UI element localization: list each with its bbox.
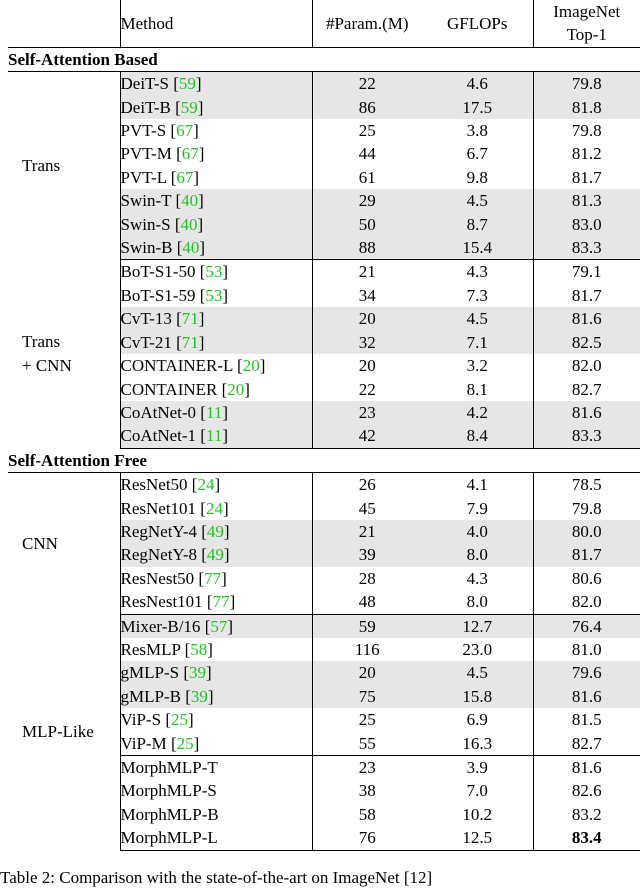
group-label-line: CNN [22, 533, 58, 553]
citation-link[interactable]: 40 [182, 238, 200, 258]
citation-link[interactable]: 67 [176, 167, 194, 187]
method-name: ViP-M [120, 733, 167, 753]
gflops-cell: 9.8 [466, 167, 488, 187]
params-cell: 58 [358, 804, 376, 824]
params-cell: 116 [354, 639, 380, 659]
method-cell: ResNest101 [77] [120, 590, 312, 614]
citation-link[interactable]: 77 [204, 568, 222, 588]
section-header-row [8, 448, 640, 472]
header-top1-line1: ImageNet [553, 2, 621, 21]
gflops-cell: 4.5 [422, 307, 533, 330]
method-cell: RegNetY-8 [49] [120, 543, 312, 566]
top1-cell: 83.0 [533, 213, 640, 236]
method-name: PVT-L [120, 167, 167, 187]
method-cell: RegNetY-4 [49] [120, 520, 312, 543]
method-cell: ViP-S [25] [120, 708, 312, 731]
top1-cell: 81.8 [533, 96, 640, 119]
table-row [8, 72, 640, 96]
top1-cell: 81.7 [533, 284, 640, 307]
citation-link[interactable]: 67 [176, 121, 194, 141]
top1-cell: 79.8 [533, 119, 640, 142]
params-cell: 44 [358, 144, 376, 164]
method-name: MorphMLP-B [120, 804, 219, 824]
method-name: Mixer-B/16 [120, 616, 201, 636]
method-cell: PVT-S [67] [120, 119, 312, 142]
params-cell: 34 [358, 285, 376, 305]
citation-link[interactable]: 58 [190, 639, 208, 659]
gflops-cell: 4.1 [466, 475, 488, 495]
method-name: gMLP-B [120, 686, 181, 706]
top1-cell: 81.2 [533, 142, 640, 165]
citation-link[interactable]: 11 [205, 426, 223, 446]
params-cell: 59 [312, 614, 422, 638]
group-label [8, 260, 120, 448]
params-cell: 55 [358, 733, 376, 753]
params-cell: 38 [358, 781, 376, 801]
params-cell: 86 [312, 96, 422, 119]
method-cell: CONTAINER-L [20] [120, 354, 312, 377]
top1-cell: 81.5 [533, 708, 640, 731]
params-cell: 21 [358, 262, 376, 282]
method-name: RegNetY-4 [120, 521, 197, 541]
params-cell: 39 [312, 543, 422, 566]
gflops-cell: 8.0 [422, 543, 533, 566]
top1-cell: 81.6 [533, 756, 640, 780]
table-row [8, 260, 640, 284]
citation-link[interactable]: 71 [181, 332, 199, 352]
method-cell: Mixer-B/16 [57] [120, 614, 312, 638]
citation-link[interactable]: 20 [227, 379, 245, 399]
top1-cell: 76.4 [533, 614, 640, 638]
gflops-cell: 4.3 [466, 262, 488, 282]
method-cell: ResNet50 [24] [120, 473, 312, 497]
citation-link[interactable]: 40 [181, 191, 199, 211]
table-caption: Table 2: Comparison with the state-of-the-art on ImageNet [12] [0, 868, 433, 887]
citation-link[interactable]: 24 [205, 498, 223, 518]
method-name: ResNest101 [120, 592, 203, 612]
citation-link[interactable]: 11 [205, 402, 223, 422]
method-name: MorphMLP-T [120, 758, 218, 777]
method-name: PVT-S [120, 121, 167, 141]
params-cell: 20 [358, 356, 376, 376]
top1-cell: 81.6 [533, 401, 640, 424]
params-cell: 23 [312, 756, 422, 780]
table-row [8, 614, 640, 638]
method-cell: ViP-M [25] [120, 732, 312, 756]
top1-cell: 79.8 [533, 497, 640, 520]
params-cell: 32 [312, 331, 422, 354]
params-cell: 50 [312, 213, 422, 236]
method-name: CvT-13 [120, 309, 172, 329]
top1-cell: 80.0 [533, 520, 640, 543]
method-cell: ResNet101 [24] [120, 497, 312, 520]
top1-cell: 82.6 [533, 779, 640, 802]
group-label-line: Trans [22, 156, 61, 176]
gflops-cell: 8.7 [422, 213, 533, 236]
gflops-cell: 4.5 [422, 189, 533, 212]
gflops-cell: 3.8 [466, 121, 488, 141]
top1-cell: 83.2 [533, 803, 640, 826]
citation-link[interactable]: 49 [206, 545, 224, 565]
top1-cell: 81.7 [533, 543, 640, 566]
top1-cell: 82.5 [533, 331, 640, 354]
method-cell [120, 826, 312, 850]
params-cell: 28 [358, 568, 376, 588]
gflops-cell: 7.9 [466, 498, 488, 518]
method-cell: Swin-B [40] [120, 236, 312, 260]
section-header-row [8, 47, 640, 71]
method-name: gMLP-S [120, 663, 180, 683]
gflops-cell: 4.5 [422, 661, 533, 684]
method-cell [120, 803, 312, 826]
table-body [8, 47, 640, 850]
params-cell: 20 [312, 307, 422, 330]
method-cell: gMLP-S [39] [120, 661, 312, 684]
top1-cell: 81.6 [533, 307, 640, 330]
params-cell: 23 [312, 401, 422, 424]
method-name: ResNet101 [120, 498, 197, 518]
method-cell: CONTAINER [20] [120, 378, 312, 401]
citation-link[interactable]: 59 [180, 97, 198, 117]
gflops-cell: 16.3 [462, 733, 493, 753]
top1-cell: 79.1 [533, 260, 640, 284]
gflops-cell: 15.8 [422, 685, 533, 708]
table-row [8, 473, 640, 497]
top1-cell: 81.6 [533, 685, 640, 708]
top1-cell: 82.0 [533, 354, 640, 377]
section-title: Self-Attention Based [8, 47, 640, 71]
method-cell [120, 779, 312, 802]
method-name: ViP-S [120, 710, 162, 730]
gflops-cell: 15.4 [422, 236, 533, 260]
method-name: BoT-S1-50 [120, 262, 196, 282]
gflops-cell: 6.7 [466, 144, 488, 164]
citation-link[interactable]: 77 [212, 592, 230, 612]
method-name: DeiT-B [120, 97, 171, 117]
params-cell: 45 [358, 498, 376, 518]
top1-cell: 82.0 [533, 590, 640, 614]
group-label-line: + CNN [22, 356, 72, 376]
citation-link[interactable]: 53 [205, 262, 223, 282]
method-name: CvT-21 [120, 332, 172, 352]
citation-link[interactable]: 20 [242, 356, 260, 376]
gflops-cell: 6.9 [466, 710, 488, 730]
params-cell: 25 [358, 121, 376, 141]
method-name: RegNetY-8 [120, 545, 197, 565]
method-cell: Swin-S [40] [120, 213, 312, 236]
method-cell: BoT-S1-50 [53] [120, 260, 312, 284]
gflops-cell: 7.3 [466, 285, 488, 305]
method-cell: CoAtNet-1 [11] [120, 424, 312, 448]
gflops-cell: 8.4 [422, 424, 533, 448]
top1-cell: 83.3 [533, 424, 640, 448]
top1-cell: 81.7 [533, 166, 640, 189]
params-cell: 22 [312, 72, 422, 96]
top1-cell: 83.4 [533, 826, 640, 850]
citation-link[interactable]: 53 [205, 285, 223, 305]
gflops-cell: 10.2 [462, 804, 493, 824]
params-cell: 42 [312, 424, 422, 448]
group-label-line: Trans [22, 332, 61, 352]
group-label [8, 614, 120, 850]
top1-cell: 83.3 [533, 236, 640, 260]
method-name: BoT-S1-59 [120, 285, 196, 305]
method-cell: CvT-21 [71] [120, 331, 312, 354]
method-name: CoAtNet-1 [120, 426, 197, 446]
header-params: #Param.(M) [312, 0, 422, 47]
header-method: Method [120, 0, 312, 47]
method-name: CoAtNet-0 [120, 402, 197, 422]
params-cell: 22 [358, 379, 376, 399]
gflops-cell: 8.1 [466, 379, 488, 399]
params-cell: 21 [312, 520, 422, 543]
top1-cell: 79.8 [533, 72, 640, 96]
group-label [8, 473, 120, 614]
top1-cell: 81.0 [533, 638, 640, 661]
gflops-cell: 23.0 [462, 639, 493, 659]
params-cell: 29 [312, 189, 422, 212]
params-cell: 26 [358, 475, 376, 495]
gflops-cell: 12.5 [422, 826, 533, 850]
params-cell: 76 [312, 826, 422, 850]
method-cell: CoAtNet-0 [11] [120, 401, 312, 424]
method-cell: ResNest50 [77] [120, 567, 312, 590]
method-cell: PVT-M [67] [120, 142, 312, 165]
citation-link[interactable]: 25 [170, 710, 188, 730]
header-group-blank [8, 0, 120, 47]
top1-cell: 81.3 [533, 189, 640, 212]
method-cell: BoT-S1-59 [53] [120, 284, 312, 307]
header-top1 [533, 0, 640, 47]
citation-link[interactable]: 39 [189, 663, 206, 683]
method-cell: gMLP-B [39] [120, 685, 312, 708]
top1-cell: 82.7 [533, 378, 640, 401]
params-cell: 88 [312, 236, 422, 260]
gflops-cell: 4.6 [422, 72, 533, 96]
gflops-cell: 8.0 [422, 590, 533, 614]
group-label [8, 72, 120, 260]
header-top1-line2: Top-1 [566, 25, 607, 45]
method-name: ResMLP [120, 639, 181, 659]
citation-link[interactable]: 24 [197, 475, 215, 495]
method-name: ResNest50 [120, 568, 195, 588]
method-cell: ResMLP [58] [120, 638, 312, 661]
method-cell: PVT-L [67] [120, 166, 312, 189]
params-cell: 20 [312, 661, 422, 684]
comparison-table [8, 0, 640, 851]
params-cell: 61 [358, 167, 376, 187]
citation-link[interactable]: 49 [206, 521, 224, 541]
top1-cell: 80.6 [533, 567, 640, 590]
table-header-row [8, 0, 640, 47]
method-cell: Swin-T [40] [120, 189, 312, 212]
header-gflops: GFLOPs [422, 0, 533, 47]
method-name: ResNet50 [120, 475, 188, 495]
params-cell: 25 [358, 710, 376, 730]
group-label-line: MLP-Like [22, 722, 94, 742]
top1-cell: 78.5 [533, 473, 640, 497]
method-name: MorphMLP-L [120, 828, 218, 848]
method-cell: DeiT-B [59] [120, 96, 312, 119]
top1-cell: 79.6 [533, 661, 640, 684]
gflops-cell: 4.2 [422, 401, 533, 424]
citation-link[interactable]: 25 [176, 733, 194, 753]
gflops-cell: 3.9 [422, 756, 533, 780]
citation-link[interactable]: 67 [181, 144, 199, 164]
section-title: Self-Attention Free [8, 448, 640, 472]
method-name: MorphMLP-S [120, 781, 217, 801]
method-name: Swin-S [120, 214, 171, 234]
method-name: DeiT-S [120, 74, 169, 94]
gflops-cell: 7.1 [422, 331, 533, 354]
citation-link[interactable]: 40 [180, 214, 198, 234]
gflops-cell: 12.7 [422, 614, 533, 638]
citation-link[interactable]: 39 [190, 686, 208, 706]
method-name: CONTAINER [120, 379, 218, 399]
method-name: Swin-B [120, 238, 173, 258]
gflops-cell: 7.0 [466, 781, 488, 801]
method-name: PVT-M [120, 144, 172, 164]
method-cell [120, 756, 312, 780]
citation-link[interactable]: 71 [181, 309, 199, 329]
params-cell: 75 [312, 685, 422, 708]
method-cell: CvT-13 [71] [120, 307, 312, 330]
gflops-cell: 4.0 [422, 520, 533, 543]
citation-link[interactable]: 59 [178, 74, 196, 94]
method-name: Swin-T [120, 191, 172, 211]
method-cell: DeiT-S [59] [120, 72, 312, 96]
params-cell: 48 [312, 590, 422, 614]
gflops-cell: 4.3 [466, 568, 488, 588]
gflops-cell: 3.2 [466, 356, 488, 376]
method-name: CONTAINER-L [120, 356, 233, 376]
citation-link[interactable]: 57 [210, 616, 228, 636]
top1-cell: 82.7 [533, 732, 640, 756]
gflops-cell: 17.5 [422, 96, 533, 119]
